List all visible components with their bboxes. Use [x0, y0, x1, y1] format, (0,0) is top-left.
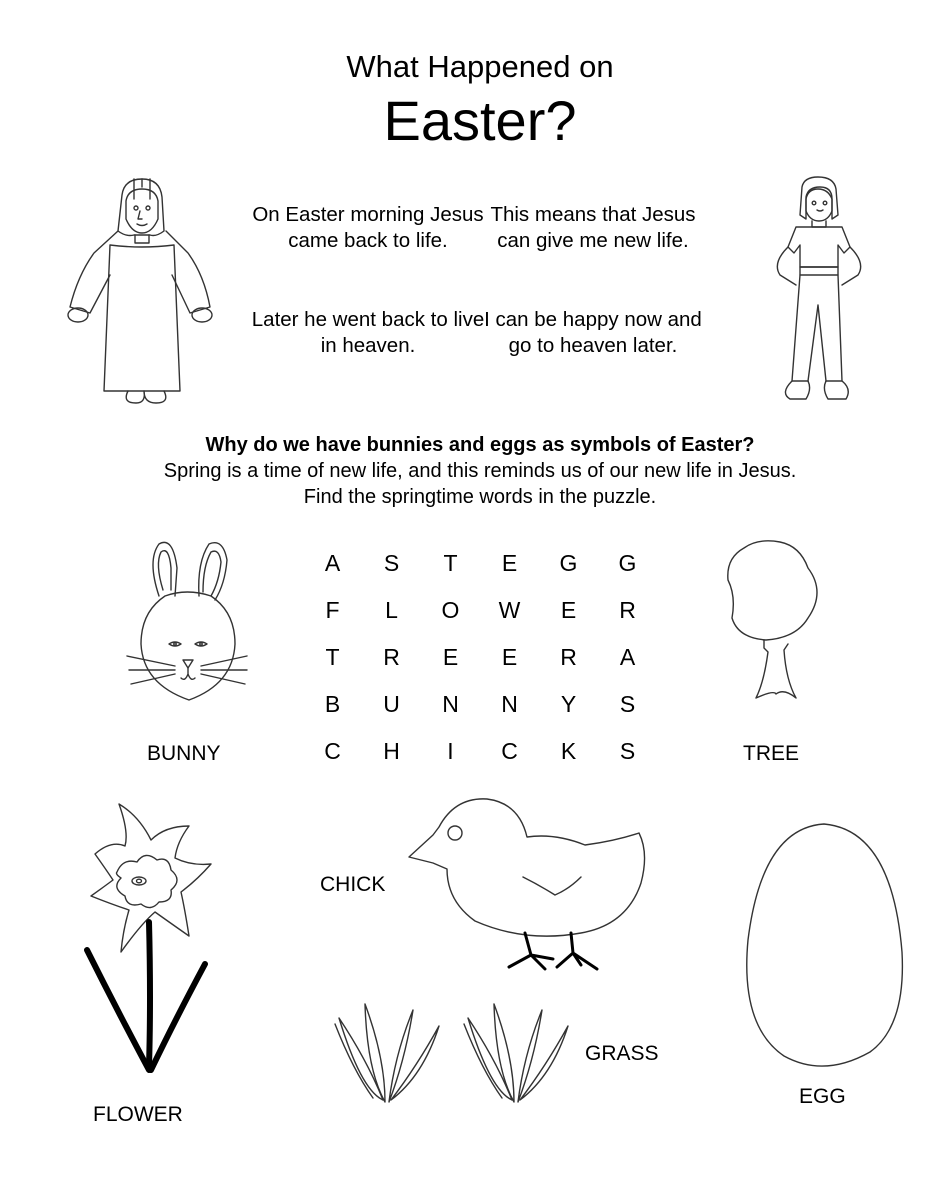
- word-label-flower: FLOWER: [93, 1103, 183, 1126]
- puzzle-letter: F: [325, 597, 340, 623]
- tree-illustration: [722, 538, 827, 708]
- puzzle-letter: C: [324, 738, 341, 764]
- puzzle-letter: T: [443, 550, 458, 576]
- grass-illustration: [333, 1000, 443, 1110]
- grass-illustration-2: [462, 1000, 572, 1110]
- puzzle-letter: W: [498, 597, 521, 623]
- puzzle-letter: E: [501, 550, 518, 576]
- puzzle-letter: E: [442, 644, 459, 670]
- child-illustration: [762, 175, 872, 410]
- story-text-left-top: On Easter morning Jesus came back to life.: [252, 203, 484, 252]
- puzzle-row: [303, 540, 663, 587]
- puzzle-letter: B: [324, 691, 341, 717]
- page-subtitle: What Happened on: [346, 49, 614, 84]
- puzzle-letter: L: [385, 597, 398, 623]
- egg-illustration: [740, 820, 910, 1070]
- chick-illustration: [405, 793, 650, 978]
- puzzle-letter: A: [324, 550, 341, 576]
- word-label-bunny: BUNNY: [147, 742, 221, 765]
- section-question: Why do we have bunnies and eggs as symbols of Easter?: [205, 434, 755, 456]
- puzzle-letter: E: [501, 644, 518, 670]
- word-label-tree: TREE: [743, 742, 800, 765]
- puzzle-letter: K: [560, 738, 577, 764]
- puzzle-letter: G: [618, 550, 637, 576]
- word-label-chick: CHICK: [320, 873, 386, 896]
- puzzle-letter: G: [559, 550, 578, 576]
- puzzle-letter: R: [383, 644, 400, 670]
- puzzle-row: [303, 681, 663, 728]
- puzzle-letter: E: [560, 597, 577, 623]
- puzzle-row: [303, 587, 663, 634]
- puzzle-row: [303, 728, 663, 775]
- bunny-illustration: [125, 538, 250, 708]
- story-text-left-bottom: Later he went back to live in heaven.: [251, 308, 485, 357]
- puzzle-row: [303, 634, 663, 681]
- puzzle-letter: T: [325, 644, 340, 670]
- puzzle-letter: C: [501, 738, 518, 764]
- page-title: Easter?: [383, 89, 577, 152]
- puzzle-letter: U: [383, 691, 400, 717]
- puzzle-letter: N: [501, 691, 518, 717]
- section-intro-line: Spring is a time of new life, and this reminds us of our new life in Jesus.: [163, 460, 797, 482]
- puzzle-letter: S: [619, 738, 636, 764]
- word-label-egg: EGG: [799, 1085, 846, 1108]
- puzzle-letter: R: [619, 597, 636, 623]
- word-search-grid: [303, 540, 663, 775]
- jesus-illustration: [60, 175, 230, 410]
- story-text-right-bottom: I can be happy now and go to heaven later.: [484, 308, 702, 357]
- puzzle-letter: S: [383, 550, 400, 576]
- puzzle-letter: S: [619, 691, 636, 717]
- puzzle-letter: O: [441, 597, 460, 623]
- puzzle-letter: A: [619, 644, 636, 670]
- story-text-right-top: This means that Jesus can give me new life.: [490, 203, 696, 252]
- flower-illustration: [65, 800, 225, 1085]
- puzzle-letter: Y: [560, 691, 577, 717]
- puzzle-letter: I: [447, 738, 454, 764]
- word-label-grass: GRASS: [585, 1042, 659, 1065]
- section-instructions: Find the springtime words in the puzzle.: [303, 486, 657, 508]
- puzzle-letter: N: [442, 691, 459, 717]
- puzzle-letter: R: [560, 644, 577, 670]
- puzzle-letter: H: [383, 738, 400, 764]
